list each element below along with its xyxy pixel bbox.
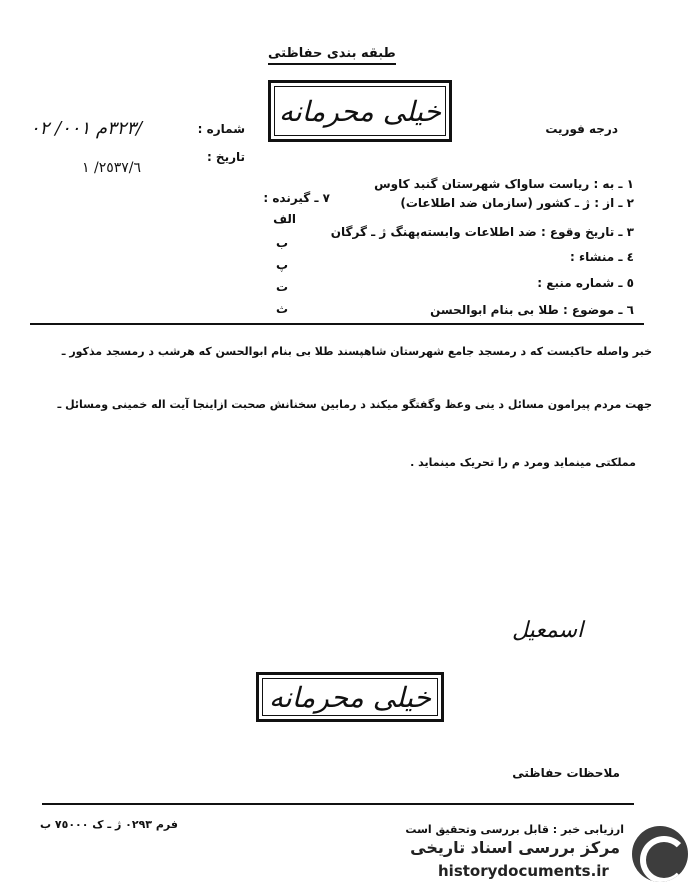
recipient-item: ت bbox=[275, 280, 288, 294]
signature: اسمعیل bbox=[512, 618, 584, 643]
body-line: مملکتی مینماید ومرد م را تحریک مینماید . bbox=[410, 456, 636, 469]
body-line: جهت مردم پیرامون مسائل د ینی وعظ وگفتگو میکند د رمابین سخنانش صحبت ازاینجا آیت اله خمینی ومسائل ـ bbox=[57, 398, 652, 411]
field-date-of-event: ٣ ـ تاریخ وقوع : ضد اطلاعات وابسته‌پهنگ ژ ـ گرگان bbox=[330, 225, 634, 239]
recipient-item: الف bbox=[273, 212, 296, 226]
field-origin: ٤ ـ منشاء : bbox=[570, 250, 634, 264]
archive-logo-icon bbox=[632, 826, 688, 882]
field-subject: ٦ ـ موضوع : طلا بی بنام ابوالحسن bbox=[430, 303, 634, 317]
field-source-number: ٥ ـ شماره منبع : bbox=[537, 276, 634, 290]
date-label: تاریخ : bbox=[206, 150, 245, 164]
watermark-title: مرکز بررسی اسناد تاریخی bbox=[410, 838, 620, 857]
recipient-item: ث bbox=[275, 302, 288, 316]
date-value: ٢٥٣٧/٦/ ١ bbox=[82, 160, 142, 176]
body-line: خبر واصله حاکیست که د رمسجد جامع شهرستان شاهپسند طلا بی بنام ابوالحسن که هرشب د رمسجد مذکور ـ bbox=[61, 345, 652, 358]
number-label: شماره : bbox=[197, 122, 245, 136]
watermark-url: historydocuments.ir bbox=[438, 862, 609, 880]
recipients-label: ٧ ـ گیرنده : bbox=[263, 191, 330, 205]
number-value: ٣٢٣م ٠٠١/ ٠٢/ bbox=[30, 118, 143, 139]
form-number: فرم ٠٢٩٣ ژ ـ ک ٧٥٠٠٠ ب bbox=[40, 818, 178, 831]
evaluation-text: ارزیابی خبر : قابل بررسی وتحقیق است bbox=[405, 823, 624, 836]
security-notes-label: ملاحظات حفاظتی bbox=[512, 766, 620, 780]
classification-label: طبقه بندی حفاظتی bbox=[268, 46, 396, 65]
field-to: ١ ـ به : ریاست ساواک شهرستان گنبد کاوس bbox=[374, 177, 634, 191]
bottom-divider bbox=[42, 803, 634, 805]
top-secret-stamp: خیلی محرمانه bbox=[268, 80, 452, 142]
top-divider bbox=[30, 323, 644, 325]
urgency-label: درجه فوریت bbox=[545, 122, 618, 136]
recipient-item: ب bbox=[275, 236, 288, 250]
recipient-item: پ bbox=[275, 258, 288, 272]
field-from: ٢ ـ از : ژ ـ کشور (سازمان ضد اطلاعات) bbox=[400, 196, 634, 210]
bottom-secret-stamp: خیلی محرمانه bbox=[256, 672, 444, 722]
